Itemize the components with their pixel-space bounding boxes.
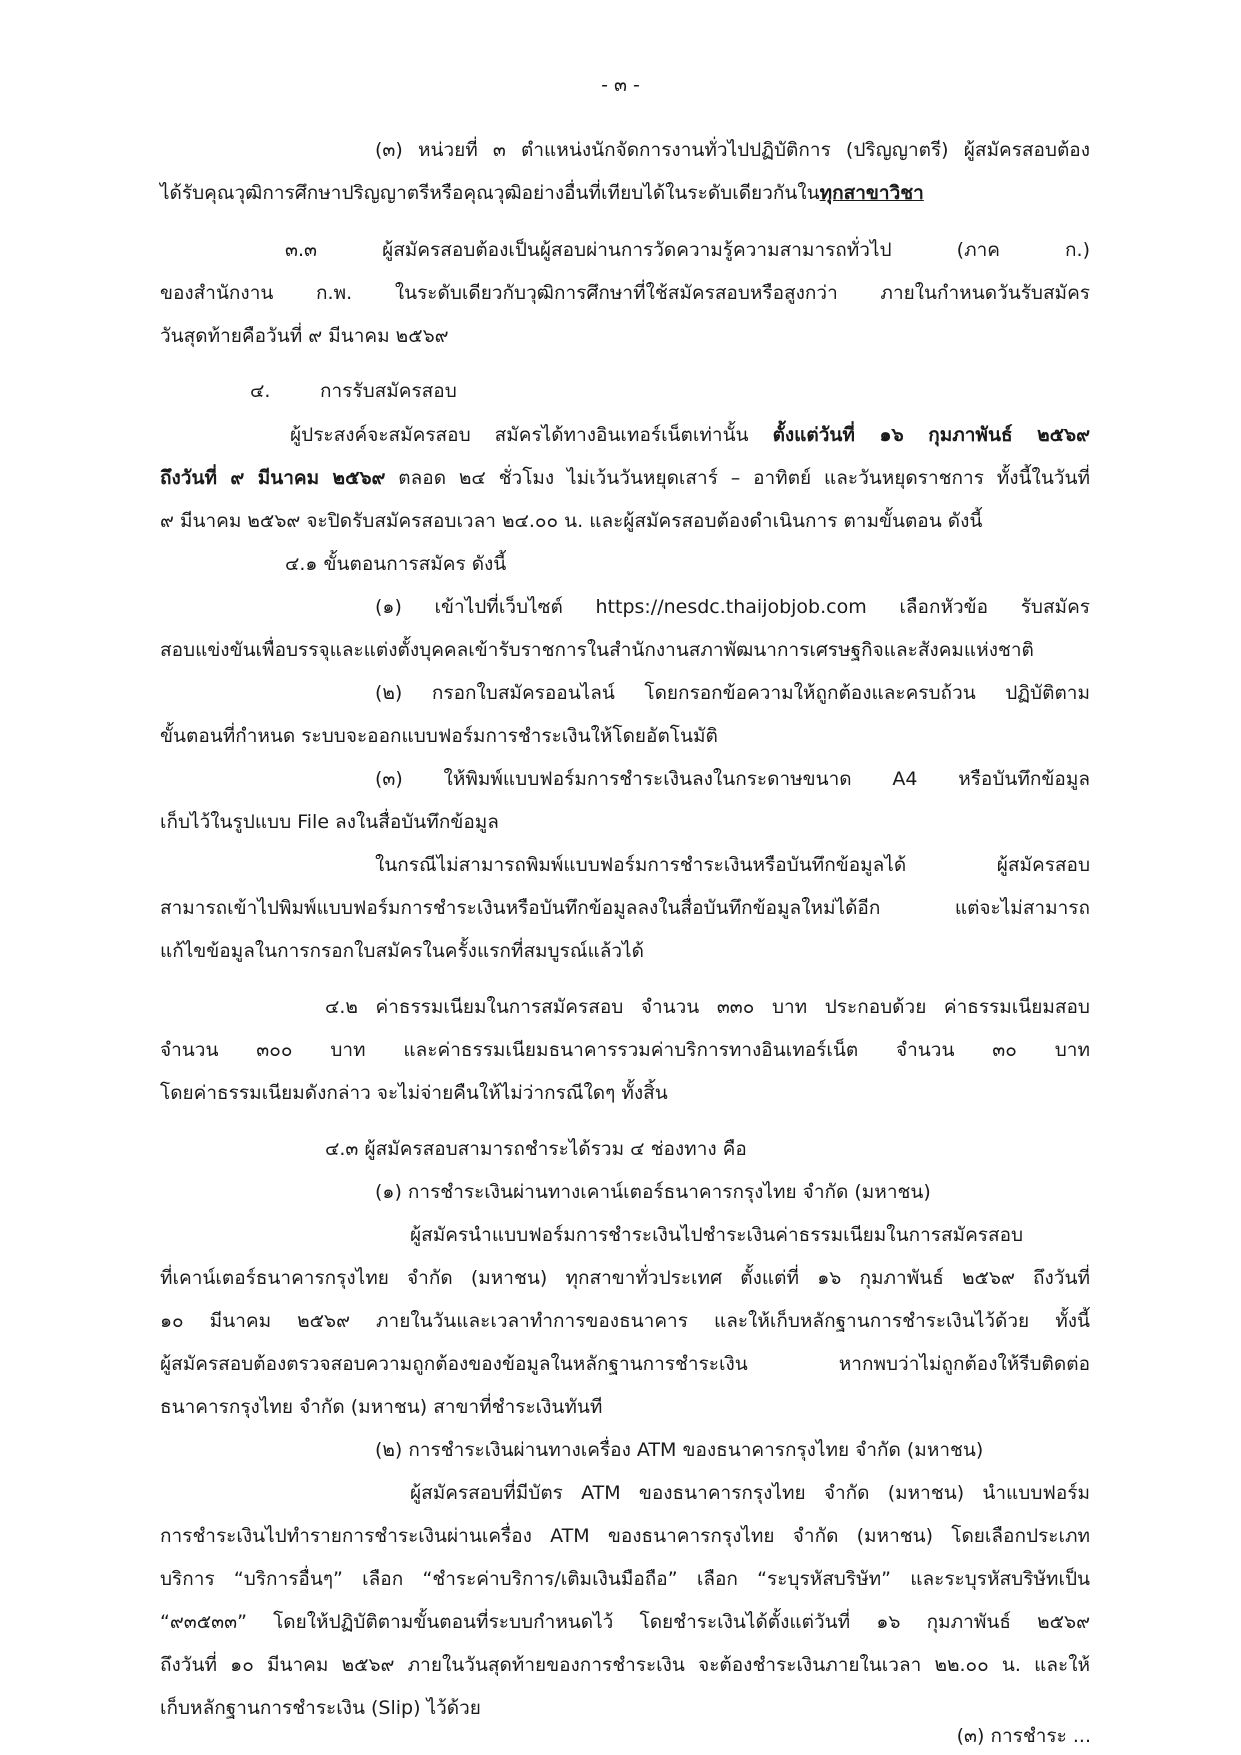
unit3-line2-text: ได้รับคุณวุฒิการศึกษาปริญญาตรีหรือคุณวุฒิอย่างอื่นที่เทียบได้ในระดับเดียวกันใน xyxy=(160,182,820,204)
unit3-line1: (๓) หน่วยที่ ๓ ตำแหน่งนักจัดการงานทั่วไปปฏิบัติการ (ปริญญาตรี) ผู้สมัครสอบต้อง xyxy=(375,139,1090,161)
s42-line2: จำนวน ๓๐๐ บาท และค่าธรรมเนียมธนาคารรวมค่าบริการทางอินเทอร์เน็ต จำนวน ๓๐ บาท xyxy=(160,1039,1090,1061)
all-fields-emphasis: ทุกสาขาวิชา xyxy=(819,182,924,204)
s42-line3: โดยค่าธรรมเนียมดังกล่าว จะไม่จ่ายคืนให้ไม่ว่ากรณีใดๆ ทั้งสิ้น xyxy=(160,1082,668,1104)
section4-title: การรับสมัครสอบ xyxy=(320,380,457,402)
s41-item3-line1: (๓) ให้พิมพ์แบบฟอร์มการชำระเงินลงในกระดาษขนาด A4 หรือบันทึกข้อมูล xyxy=(375,768,1090,790)
section4-para-line2 xyxy=(160,459,1090,497)
s43-title: ๔.๓ ผู้สมัครสอบสามารถชำระได้รวม ๔ ช่องทาง คือ xyxy=(325,1138,747,1160)
section4-para-text: ผู้ประสงค์จะสมัครสอบ สมัครได้ทางอินเทอร์เน็ตเท่านั้น xyxy=(290,424,773,446)
channel2-line2: การชำระเงินไปทำรายการชำระเงินผ่านเครื่อง ATM ของธนาคารกรุงไทย จำกัด (มหาชน) โดยเลือกประเภท xyxy=(160,1525,1090,1547)
s33-line3: วันสุดท้ายคือวันที่ ๙ มีนาคม ๒๕๖๙ xyxy=(160,325,449,347)
s41-item2-line1: (๒) กรอกใบสมัครออนไลน์ โดยกรอกข้อความให้ถูกต้องและครบถ้วน ปฏิบัติตาม xyxy=(375,682,1090,704)
channel1-line1: ผู้สมัครนำแบบฟอร์มการชำระเงินไปชำระเงินค่าธรรมเนียมในการสมัครสอบ xyxy=(410,1224,1024,1246)
s41-note-line3: แก้ไขข้อมูลในการกรอกใบสมัครในครั้งแรกที่สมบูรณ์แล้วได้ xyxy=(160,940,644,962)
section4-para-line3: ๙ มีนาคม ๒๕๖๙ จะปิดรับสมัครสอบเวลา ๒๔.๐๐ น. และผู้สมัครสอบต้องดำเนินการ ตามขั้นตอน ดังนี้ xyxy=(160,510,983,532)
s41-item1-line2: สอบแข่งขันเพื่อบรรจุและแต่งตั้งบุคคลเข้ารับราชการในสำนักงานสภาพัฒนาการเศรษฐกิจและสังคมแห่งชาติ xyxy=(160,639,1034,661)
channel2-line3: บริการ “บริการอื่นๆ” เลือก “ชำระค่าบริการ/เติมเงินมือถือ” เลือก “ระบุรหัสบริษัท” และระบุรหัสบริษัทเป็น xyxy=(160,1568,1090,1590)
start-date-emphasis: ตั้งแต่วันที่ ๑๖ กุมภาพันธ์ ๒๕๖๙ xyxy=(772,424,1091,446)
channel1-line2: ที่เคาน์เตอร์ธนาคารกรุงไทย จำกัด (มหาชน) ทุกสาขาทั่วประเทศ ตั้งแต่ที่ ๑๖ กุมภาพันธ์ ๒๕๖๙ ถึงวันที่ xyxy=(160,1267,1090,1289)
s41-item1-line1: (๑) เข้าไปที่เว็บไซต์ https://nesdc.thaijobjob.com เลือกหัวข้อ รับสมัคร xyxy=(375,596,1090,618)
section4-number: ๔. xyxy=(250,380,271,402)
s41-note-line1: ในกรณีไม่สามารถพิมพ์แบบฟอร์มการชำระเงินหรือบันทึกข้อมูลได้ ผู้สมัครสอบ xyxy=(375,854,1090,876)
s33-line2: ของสำนักงาน ก.พ. ในระดับเดียวกับวุฒิการศึกษาที่ใช้สมัครสอบหรือสูงกว่า ภายในกำหนดวันรับสมัคร xyxy=(160,282,1090,304)
channel2-line6: เก็บหลักฐานการชำระเงิน (Slip) ไว้ด้วย xyxy=(160,1697,481,1719)
s41-note-line2: สามารถเข้าไปพิมพ์แบบฟอร์มการชำระเงินหรือบันทึกข้อมูลลงในสื่อบันทึกข้อมูลใหม่ได้อีก แต่จะไม่สามารถ xyxy=(160,897,1090,919)
section4-para-line1 xyxy=(290,416,1090,454)
page-number: - ๓ - xyxy=(601,74,640,96)
channel1-title: (๑) การชำระเงินผ่านทางเคาน์เตอร์ธนาคารกรุงไทย จำกัด (มหาชน) xyxy=(375,1181,931,1203)
channel1-line3: ๑๐ มีนาคม ๒๕๖๙ ภายในวันและเวลาทำการของธนาคาร และให้เก็บหลักฐานการชำระเงินไว้ด้วย ทั้งนี้ xyxy=(160,1310,1090,1332)
s42-line1: ๔.๒ ค่าธรรมเนียมในการสมัครสอบ จำนวน ๓๓๐ บาท ประกอบด้วย ค่าธรรมเนียมสอบ xyxy=(325,996,1090,1018)
section4-para-text2: ตลอด ๒๔ ชั่วโมง ไม่เว้นวันหยุดเสาร์ – อาทิตย์ และวันหยุดราชการ ทั้งนี้ในวันที่ xyxy=(385,467,1090,489)
channel1-line4: ผู้สมัครสอบต้องตรวจสอบความถูกต้องของข้อมูลในหลักฐานการชำระเงิน หากพบว่าไม่ถูกต้องให้รีบติดต่อ xyxy=(160,1353,1090,1375)
channel2-line5: ถึงวันที่ ๑๐ มีนาคม ๒๕๖๙ ภายในวันสุดท้ายของการชำระเงิน จะต้องชำระเงินภายในเวลา ๒๒.๐๐ น. และให้ xyxy=(160,1654,1090,1676)
channel2-line4: “๙๓๕๓๓” โดยให้ปฏิบัติตามขั้นตอนที่ระบบกำหนดไว้ โดยชำระเงินได้ตั้งแต่วันที่ ๑๖ กุมภาพันธ์ ๒๕๖๙ xyxy=(160,1611,1090,1633)
channel2-title: (๒) การชำระเงินผ่านทางเครื่อง ATM ของธนาคารกรุงไทย จำกัด (มหาชน) xyxy=(375,1439,984,1461)
s41-item2-line2: ขั้นตอนที่กำหนด ระบบจะออกแบบฟอร์มการชำระเงินให้โดยอัตโนมัติ xyxy=(160,725,718,747)
s33-line1: ๓.๓ ผู้สมัครสอบต้องเป็นผู้สอบผ่านการวัดความรู้ความสามารถทั่วไป (ภาค ก.) xyxy=(285,239,1090,261)
channel1-line5: ธนาคารกรุงไทย จำกัด (มหาชน) สาขาที่ชำระเงินทันที xyxy=(160,1396,603,1418)
channel2-line1: ผู้สมัครสอบที่มีบัตร ATM ของธนาคารกรุงไทย จำกัด (มหาชน) นำแบบฟอร์ม xyxy=(410,1482,1090,1504)
page-continuation: (๓) การชำระ ... xyxy=(956,1725,1091,1747)
end-date-emphasis: ถึงวันที่ ๙ มีนาคม ๒๕๖๙ xyxy=(160,467,386,489)
s41-item3-line2: เก็บไว้ในรูปแบบ File ลงในสื่อบันทึกข้อมูล xyxy=(160,811,499,833)
s41-title: ๔.๑ ขั้นตอนการสมัคร ดังนี้ xyxy=(285,553,507,575)
unit3-line2 xyxy=(160,174,924,212)
